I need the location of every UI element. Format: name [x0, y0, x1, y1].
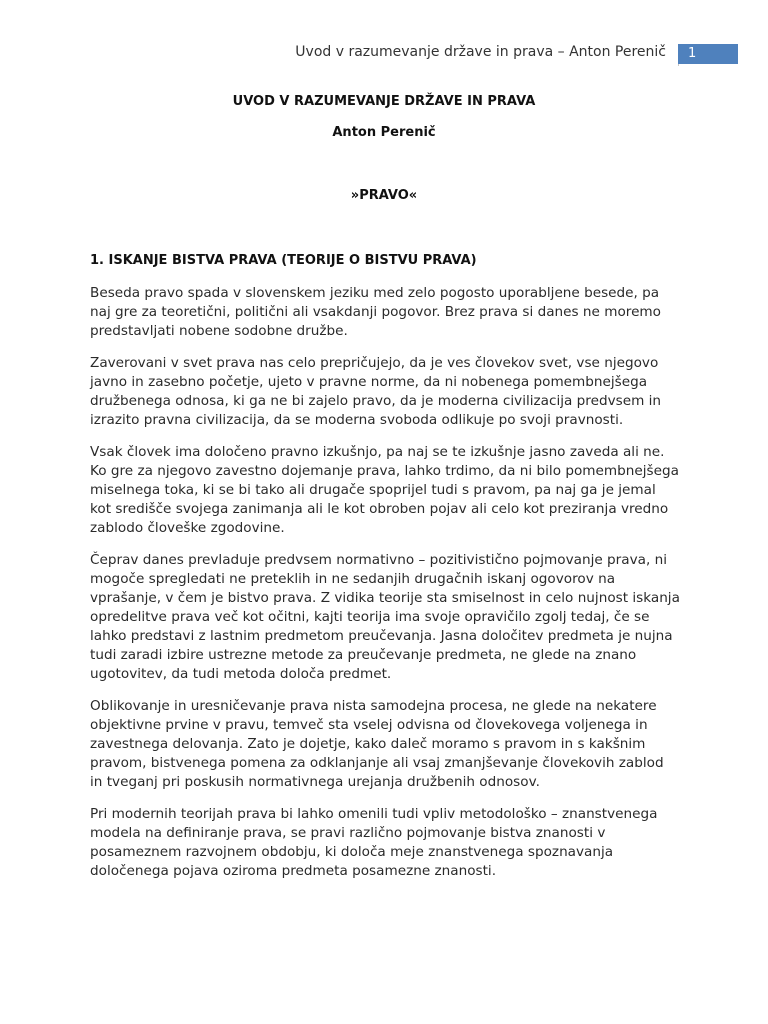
body-text: [90, 284, 680, 894]
document-title: UVOD V RAZUMEVANJE DRŽAVE IN PRAVA: [232, 94, 536, 109]
paragraph: Čeprav danes prevladuje predvsem normativno – pozitivistično pojmovanje prava, ni mogoče spregledati ne preteklih in ne sedanjih drugačnih iskanj ogovorov na vprašanje, v čem je bistvo prava. Z vidika teorije sta smiselnost in celo nujnost iskanja opredelitve prava več kot očitni, kajti teorija ima svoje opravičilo zgolj tedaj, če se lahko predstavi z lastnim predmetom preučevanja. Jasna določitev predmeta je nujna tudi zaradi izbire ustrezne metode za preučevanje predmeta, ne glede na znano ugotovitev, da tudi metoda določa predmet.: [90, 552, 680, 682]
chapter-heading: 1. ISKANJE BISTVA PRAVA (TEORIJE O BISTVU PRAVA): [90, 253, 477, 268]
paragraph: Vsak človek ima določeno pravno izkušnjo, pa naj se te izkušnje jasno zaveda ali ne. Ko gre za njegovo zavestno dojemanje prava, lahko trdimo, da ni bilo pomembnejšega miselnega toka, ki se bi tako ali drugače spoprijel tudi s pravom, pa naj ga je jemal kot središče svojega zanimanja ali le kot obroben pojav ali celo kot preziranja vredno zablodo človeške zgodovine.: [90, 444, 679, 536]
page-number-badge: 1: [678, 44, 738, 64]
paragraph: Beseda pravo spada v slovenskem jeziku med zelo pogosto uporabljene besede, pa naj gre za teoretični, politični ali vsakdanji pogovor. Brez prava si danes ne moremo predstavljati nobene sodobne družbe.: [90, 285, 661, 339]
section-title: »PRAVO«: [350, 188, 418, 203]
page-header: [0, 44, 768, 66]
document-author: Anton Perenič: [332, 125, 436, 140]
paragraph: Oblikovanje in uresničevanje prava nista samodejna procesa, ne glede na nekatere objektivne prvine v pravu, temveč sta vselej odvisna od človekovega voljenega in zavestnega delovanja. Zato je dojetje, kako daleč moramo s pravom in s kakšnim pravom, bistvenega pomena za odklanjanje ali vsaj zmanjševanje človekovih zablod in tveganj pri poskusih normativnega urejanja družbenih odnosov.: [90, 698, 664, 790]
running-title: Uvod v razumevanje države in prava – Anton Perenič: [295, 44, 666, 60]
paragraph: Zaverovani v svet prava nas celo prepričujejo, da je ves človekov svet, vse njegovo javno in zasebno početje, ujeto v pravne norme, da ni nobenega pomembnejšega družbenega odnosa, ki ga ne bi zajelo pravo, da je moderna civilizacija predvsem in izrazito pravna civilizacija, da se moderna svoboda odlikuje po svoji pravnosti.: [90, 355, 662, 428]
paragraph: Pri modernih teorijah prava bi lahko omenili tudi vpliv metodološko – znanstvenega modela na definiranje prava, se pravi različno pojmovanje bistva znanosti v posameznem razvojnem obdobju, ki določa meje znanstvenega spoznavanja določenega pojava oziroma predmeta posamezne znanosti.: [90, 806, 658, 879]
